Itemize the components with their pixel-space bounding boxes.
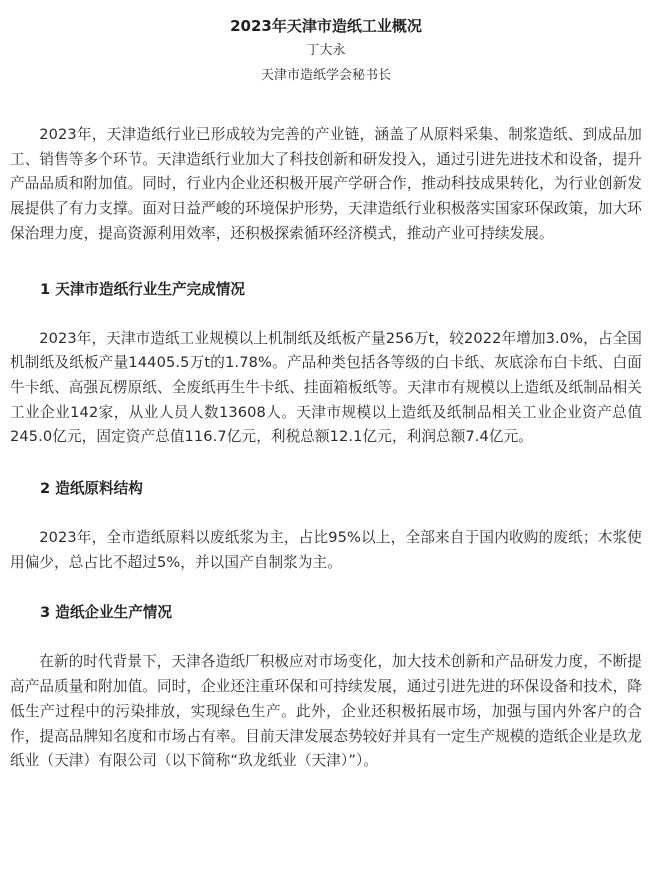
section-body-enterprises: 在新的时代背景下，天津各造纸厂积极应对市场变化，加大技术创新和产品研发力度，不断提高产品质量和附加值。同时，企业还注重环保和可持续发展，通过引进先进的环保设备和技术，降低生产过程中的污染排放，实现绿色生产。此外，企业还积极拓展市场，加强与国内外客户的合作，提高品牌知名度和市场占有率。目前天津发展态势较好并具有一定生产规模的造纸企业是玖龙纸业（天津）有限公司（以下简称“玖龙纸业（天津）”）。 (10, 653, 642, 770)
section-heading-raw-materials: 2 造纸原料结构 (40, 480, 143, 498)
section-heading-enterprises: 3 造纸企业生产情况 (40, 604, 172, 622)
article (0, 14, 652, 877)
author-affiliation: 天津市造纸学会秘书长 (260, 68, 391, 83)
author-name: 丁大永 (306, 43, 346, 58)
section-heading-production: 1 天津市造纸行业生产完成情况 (40, 280, 245, 298)
section-body-raw-materials: 2023年，全市造纸原料以废纸浆为主，占比95%以上，全部来自于国内收购的废纸；木浆使用偏少，总占比不超过5%，并以国产自制浆为主。 (10, 529, 642, 571)
section-body-production: 2023年，天津市造纸工业规模以上机制纸及纸板产量256万t，较2022年增加3.0%，占全国机制纸及纸板产量14405.5万t的1.78%。产品种类包括各等级的白卡纸、灰底涂布白卡纸、白面牛卡纸、高强瓦楞原纸、全废纸再生牛卡纸、挂面箱板纸等。天津市有规模以上造纸及纸制品相关工业企业142家，从业人员人数13608人。天津市规模以上造纸及纸制品相关工业企业资产总值245.0亿元，固定资产总值116.7亿元，利税总额12.1亿元，利润总额7.4亿元。 (10, 329, 642, 446)
intro-paragraph: 2023年，天津造纸行业已形成较为完善的产业链，涵盖了从原料采集、制浆造纸、到成品加工、销售等多个环节。天津造纸行业加大了科技创新和研发投入，通过引进先进技术和设备，提升产品品质和附加值。同时，行业内企业还积极开展产学研合作，推动科技成果转化，为行业创新发展提供了有力支撑。面对日益严峻的环境保护形势，天津造纸行业积极落实国家环保政策，加大环保治理力度，提高资源利用效率，还积极探索循环经济模式，推动产业可持续发展。 (10, 126, 642, 242)
article-title: 2023年天津市造纸工业概况 (230, 17, 422, 35)
